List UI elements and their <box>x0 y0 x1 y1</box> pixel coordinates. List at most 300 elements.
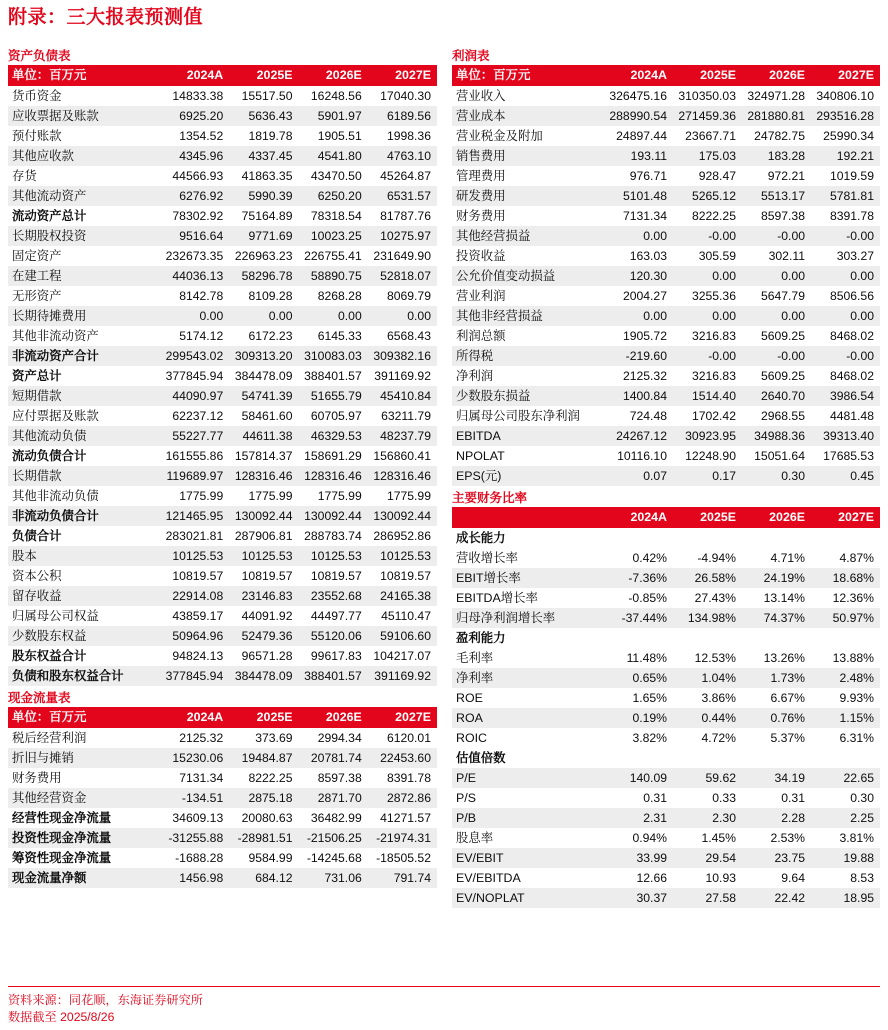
row-label: 归属母公司权益 <box>8 606 160 626</box>
row-value-2025e: 1.45% <box>673 828 742 848</box>
row-value-2024a: 1456.98 <box>160 868 229 888</box>
table-row <box>452 848 880 868</box>
table-row <box>452 688 880 708</box>
table-row <box>452 326 880 346</box>
row-value-2027e: 128316.46 <box>368 466 437 486</box>
row-value-2025e: 1.04% <box>673 668 742 688</box>
row-value-2025e: 29.54 <box>673 848 742 868</box>
table-row <box>8 586 437 606</box>
row-value-2026e: 99617.83 <box>299 646 368 666</box>
table-row <box>452 608 880 628</box>
row-value-2026e: 288783.74 <box>299 526 368 546</box>
table-row <box>8 748 437 768</box>
row-value-2024a: 0.19% <box>604 708 673 728</box>
income-statement-header <box>452 65 880 86</box>
row-value-2025e: -0.00 <box>673 346 742 366</box>
row-value-2025e: 226963.23 <box>229 246 298 266</box>
row-value-2027e: 0.00 <box>811 306 880 326</box>
financial_ratios-year-header-2026e: 2026E <box>742 507 811 528</box>
row-label: 其他非流动负债 <box>8 486 160 506</box>
row-value-2024a: 976.71 <box>604 166 673 186</box>
row-value-2025e: 10125.53 <box>229 546 298 566</box>
table-row <box>8 326 437 346</box>
row-value-2025e: 5265.12 <box>673 186 742 206</box>
row-value-2027e: 17685.53 <box>811 446 880 466</box>
table-group-row <box>452 748 880 768</box>
cash_flow-year-header-2024a: 2024A <box>160 707 229 728</box>
row-label: 营业收入 <box>452 86 604 106</box>
row-value-2026e: 310083.03 <box>299 346 368 366</box>
table-row <box>452 106 880 126</box>
row-value-2027e: 45410.84 <box>368 386 437 406</box>
row-value-2027e: 391169.92 <box>368 366 437 386</box>
row-value-2025e: 44611.38 <box>229 426 298 446</box>
table-row <box>452 548 880 568</box>
row-value-2024a: 44090.97 <box>160 386 229 406</box>
row-value-2025e: 134.98% <box>673 608 742 628</box>
row-value-2027e: 5781.81 <box>811 186 880 206</box>
row-label: 净利润 <box>452 366 604 386</box>
row-value-2025e: 310350.03 <box>673 86 742 106</box>
row-value-2026e: 324971.28 <box>742 86 811 106</box>
row-value-2026e: 183.28 <box>742 146 811 166</box>
row-value-2024a: 12.66 <box>604 868 673 888</box>
cash-flow-body <box>8 728 437 888</box>
row-value-2025e: 928.47 <box>673 166 742 186</box>
row-value-2024a: 62237.12 <box>160 406 229 426</box>
row-value-2026e: 24782.75 <box>742 126 811 146</box>
row-value-2025e: 20080.63 <box>229 808 298 828</box>
row-value-2024a: 0.31 <box>604 788 673 808</box>
row-label: 应收票据及账款 <box>8 106 160 126</box>
footer-divider <box>8 986 880 987</box>
row-value-2025e: 5990.39 <box>229 186 298 206</box>
row-value-2024a: 5101.48 <box>604 186 673 206</box>
row-value-2026e: 10023.25 <box>299 226 368 246</box>
table-row <box>8 808 437 828</box>
row-value-2026e: 2968.55 <box>742 406 811 426</box>
row-value-2024a: 44566.93 <box>160 166 229 186</box>
row-value-2027e: 192.21 <box>811 146 880 166</box>
cash-flow-caption: 现金流量表 <box>8 691 71 705</box>
table-row <box>8 426 437 446</box>
table-row <box>8 366 437 386</box>
table-row <box>8 166 437 186</box>
row-value-2024a: 299543.02 <box>160 346 229 366</box>
row-value-2026e: 44497.77 <box>299 606 368 626</box>
row-value-2025e <box>673 528 742 548</box>
financial-ratios-body <box>452 528 880 908</box>
row-value-2024a: 7131.34 <box>160 768 229 788</box>
row-value-2024a: 1354.52 <box>160 126 229 146</box>
table-row <box>8 146 437 166</box>
row-value-2026e: -0.00 <box>742 346 811 366</box>
row-value-2027e: 9.93% <box>811 688 880 708</box>
row-label: ROE <box>452 688 604 708</box>
table-row <box>452 146 880 166</box>
row-value-2027e <box>811 628 880 648</box>
row-value-2026e: 34988.36 <box>742 426 811 446</box>
page-title: 附录：三大报表预测值 <box>8 7 204 28</box>
table-row <box>8 828 437 848</box>
row-label: EBIT增长率 <box>452 568 604 588</box>
row-value-2026e: 5609.25 <box>742 366 811 386</box>
row-label: 资产总计 <box>8 366 160 386</box>
row-label: 财务费用 <box>452 206 604 226</box>
row-label: EBITDA增长率 <box>452 588 604 608</box>
row-value-2025e: 54741.39 <box>229 386 298 406</box>
row-value-2025e: 10819.57 <box>229 566 298 586</box>
row-value-2027e: 286952.86 <box>368 526 437 546</box>
row-value-2024a: 34609.13 <box>160 808 229 828</box>
table-row <box>452 668 880 688</box>
row-value-2027e: 1019.59 <box>811 166 880 186</box>
row-value-2025e: 3216.83 <box>673 366 742 386</box>
table-row <box>8 868 437 888</box>
row-value-2027e: 45264.87 <box>368 166 437 186</box>
row-value-2026e: 0.00 <box>299 306 368 326</box>
table-row <box>452 266 880 286</box>
row-value-2026e: 36482.99 <box>299 808 368 828</box>
row-label: 盈利能力 <box>452 628 604 648</box>
row-value-2024a: 0.00 <box>604 226 673 246</box>
table-row <box>452 728 880 748</box>
table-row <box>8 566 437 586</box>
row-value-2024a: 724.48 <box>604 406 673 426</box>
row-label: 长期待摊费用 <box>8 306 160 326</box>
row-value-2026e: 13.26% <box>742 648 811 668</box>
row-value-2026e: 0.31 <box>742 788 811 808</box>
row-value-2025e: 1514.40 <box>673 386 742 406</box>
row-value-2027e: 6568.43 <box>368 326 437 346</box>
row-value-2025e: -0.00 <box>673 226 742 246</box>
row-value-2026e: 2871.70 <box>299 788 368 808</box>
row-value-2027e: 10275.97 <box>368 226 437 246</box>
row-value-2024a: 1400.84 <box>604 386 673 406</box>
row-value-2027e: 0.45 <box>811 466 880 486</box>
row-value-2025e: 1819.78 <box>229 126 298 146</box>
row-value-2025e: 96571.28 <box>229 646 298 666</box>
row-value-2025e: -4.94% <box>673 548 742 568</box>
row-value-2026e: 55120.06 <box>299 626 368 646</box>
row-value-2025e: 44091.92 <box>229 606 298 626</box>
table-row <box>8 406 437 426</box>
row-value-2026e <box>742 748 811 768</box>
row-value-2024a: 94824.13 <box>160 646 229 666</box>
income_statement-unit-label: 单位：百万元 <box>452 65 604 86</box>
row-value-2024a: 43859.17 <box>160 606 229 626</box>
row-value-2027e: 4.87% <box>811 548 880 568</box>
row-label: P/E <box>452 768 604 788</box>
row-value-2024a: 33.99 <box>604 848 673 868</box>
income_statement-year-header-2027e: 2027E <box>811 65 880 86</box>
row-value-2026e: 281880.81 <box>742 106 811 126</box>
row-label: 股本 <box>8 546 160 566</box>
row-label: 非流动资产合计 <box>8 346 160 366</box>
row-value-2025e: 684.12 <box>229 868 298 888</box>
row-value-2026e: 5.37% <box>742 728 811 748</box>
row-value-2024a: -1688.28 <box>160 848 229 868</box>
row-value-2026e: 302.11 <box>742 246 811 266</box>
row-value-2027e: 8506.56 <box>811 286 880 306</box>
row-value-2027e: 130092.44 <box>368 506 437 526</box>
table-row <box>8 306 437 326</box>
row-value-2024a: 2125.32 <box>160 728 229 748</box>
row-value-2024a: 161555.86 <box>160 446 229 466</box>
income_statement-year-header-2026e: 2026E <box>742 65 811 86</box>
row-value-2026e: 74.37% <box>742 608 811 628</box>
row-label: 预付账款 <box>8 126 160 146</box>
row-value-2025e: 0.44% <box>673 708 742 728</box>
row-value-2027e: 340806.10 <box>811 86 880 106</box>
row-value-2027e: 0.00 <box>811 266 880 286</box>
row-value-2027e: 22.65 <box>811 768 880 788</box>
row-label: 股息率 <box>452 828 604 848</box>
row-value-2026e: 388401.57 <box>299 366 368 386</box>
row-label: 销售费用 <box>452 146 604 166</box>
row-value-2024a: 283021.81 <box>160 526 229 546</box>
row-label: 货币资金 <box>8 86 160 106</box>
row-label: 少数股东损益 <box>452 386 604 406</box>
financial_ratios-year-header-2027e: 2027E <box>811 507 880 528</box>
row-label: 其他流动负债 <box>8 426 160 446</box>
row-label: 存货 <box>8 166 160 186</box>
row-label: EV/NOPLAT <box>452 888 604 908</box>
row-value-2026e: 20781.74 <box>299 748 368 768</box>
table-row <box>8 106 437 126</box>
table-row <box>8 266 437 286</box>
income-statement-body <box>452 86 880 486</box>
row-value-2025e: 373.69 <box>229 728 298 748</box>
row-label: 其他非流动资产 <box>8 326 160 346</box>
balance_sheet-year-header-2025e: 2025E <box>229 65 298 86</box>
row-label: 留存收益 <box>8 586 160 606</box>
row-label: 营业成本 <box>452 106 604 126</box>
row-value-2026e: 78318.54 <box>299 206 368 226</box>
row-value-2026e: 8268.28 <box>299 286 368 306</box>
row-value-2026e: 130092.44 <box>299 506 368 526</box>
row-value-2024a <box>604 628 673 648</box>
row-value-2025e: 305.59 <box>673 246 742 266</box>
row-value-2025e: 23667.71 <box>673 126 742 146</box>
footer <box>8 986 880 1026</box>
row-label: 利润总额 <box>452 326 604 346</box>
row-value-2026e: 5513.17 <box>742 186 811 206</box>
row-value-2026e: 60705.97 <box>299 406 368 426</box>
row-value-2024a <box>604 748 673 768</box>
table-row <box>8 546 437 566</box>
table-row <box>8 466 437 486</box>
row-value-2027e: 13.88% <box>811 648 880 668</box>
row-value-2025e: 12.53% <box>673 648 742 668</box>
row-value-2026e: 9.64 <box>742 868 811 888</box>
row-value-2024a: 4345.96 <box>160 146 229 166</box>
row-value-2027e: -21974.31 <box>368 828 437 848</box>
row-value-2026e: -21506.25 <box>299 828 368 848</box>
row-value-2025e <box>673 748 742 768</box>
row-label: 无形资产 <box>8 286 160 306</box>
row-value-2026e: 6250.20 <box>299 186 368 206</box>
table-row <box>452 568 880 588</box>
row-value-2025e: 309313.20 <box>229 346 298 366</box>
row-value-2024a: 78302.92 <box>160 206 229 226</box>
row-value-2024a: 0.07 <box>604 466 673 486</box>
row-value-2027e: 293516.28 <box>811 106 880 126</box>
table-row <box>8 768 437 788</box>
row-label: 净利率 <box>452 668 604 688</box>
row-label: EPS(元) <box>452 466 604 486</box>
table-row <box>452 406 880 426</box>
row-value-2024a: 8142.78 <box>160 286 229 306</box>
row-value-2025e: 26.58% <box>673 568 742 588</box>
row-value-2026e: 0.00 <box>742 266 811 286</box>
row-value-2025e: 8109.28 <box>229 286 298 306</box>
row-value-2024a: 1775.99 <box>160 486 229 506</box>
row-value-2026e: 128316.46 <box>299 466 368 486</box>
row-value-2024a: 121465.95 <box>160 506 229 526</box>
row-value-2026e: 4.71% <box>742 548 811 568</box>
table-row <box>8 186 437 206</box>
row-value-2027e: 2.48% <box>811 668 880 688</box>
table-row <box>452 768 880 788</box>
row-value-2027e: 8.53 <box>811 868 880 888</box>
row-value-2026e: 8597.38 <box>299 768 368 788</box>
row-value-2026e: 4541.80 <box>299 146 368 166</box>
financial_ratios-year-header-2025e: 2025E <box>673 507 742 528</box>
row-label: 管理费用 <box>452 166 604 186</box>
row-value-2024a: 326475.16 <box>604 86 673 106</box>
table-row <box>8 206 437 226</box>
row-value-2027e: 0.00 <box>368 306 437 326</box>
table-row <box>452 286 880 306</box>
footer-source: 资料来源：同花顺，东海证券研究所 <box>8 993 203 1007</box>
row-value-2027e: 19.88 <box>811 848 880 868</box>
financial-ratios-table <box>452 507 880 908</box>
row-value-2027e: 59106.60 <box>368 626 437 646</box>
balance-sheet-table <box>8 65 437 686</box>
row-value-2026e: 6.67% <box>742 688 811 708</box>
row-value-2024a: 2125.32 <box>604 366 673 386</box>
row-label: 折旧与摊销 <box>8 748 160 768</box>
row-value-2024a: 10125.53 <box>160 546 229 566</box>
row-value-2027e: 1775.99 <box>368 486 437 506</box>
row-value-2024a: 2.31 <box>604 808 673 828</box>
row-value-2024a: 6276.92 <box>160 186 229 206</box>
row-value-2027e: 231649.90 <box>368 246 437 266</box>
row-value-2025e: 9584.99 <box>229 848 298 868</box>
row-value-2024a: 119689.97 <box>160 466 229 486</box>
row-value-2026e: 2640.70 <box>742 386 811 406</box>
table-row <box>452 206 880 226</box>
row-value-2027e: -0.00 <box>811 226 880 246</box>
row-label: 在建工程 <box>8 266 160 286</box>
row-label: 长期借款 <box>8 466 160 486</box>
row-label: 筹资性现金净流量 <box>8 848 160 868</box>
row-value-2026e: 23.75 <box>742 848 811 868</box>
table-row <box>452 426 880 446</box>
table-row <box>452 788 880 808</box>
row-value-2024a: 163.03 <box>604 246 673 266</box>
row-value-2026e: 10819.57 <box>299 566 368 586</box>
income_statement-year-header-2024a: 2024A <box>604 65 673 86</box>
table-row <box>8 286 437 306</box>
row-label: 投资性现金净流量 <box>8 828 160 848</box>
balance-sheet-header <box>8 65 437 86</box>
row-value-2024a: 24897.44 <box>604 126 673 146</box>
row-value-2024a: -7.36% <box>604 568 673 588</box>
row-label: ROIC <box>452 728 604 748</box>
row-value-2024a: 7131.34 <box>604 206 673 226</box>
row-value-2027e: 8468.02 <box>811 366 880 386</box>
row-label: 固定资产 <box>8 246 160 266</box>
row-value-2027e: 8069.79 <box>368 286 437 306</box>
row-value-2024a: 0.42% <box>604 548 673 568</box>
row-value-2025e: 128316.46 <box>229 466 298 486</box>
row-value-2025e: 3255.36 <box>673 286 742 306</box>
row-value-2025e: 4337.45 <box>229 146 298 166</box>
row-value-2024a: 377845.94 <box>160 666 229 686</box>
row-value-2026e: 1775.99 <box>299 486 368 506</box>
row-value-2025e: 384478.09 <box>229 666 298 686</box>
row-value-2026e: 0.00 <box>742 306 811 326</box>
row-value-2024a: -31255.88 <box>160 828 229 848</box>
row-value-2027e: 10125.53 <box>368 546 437 566</box>
row-value-2026e: 51655.79 <box>299 386 368 406</box>
row-value-2025e: 0.17 <box>673 466 742 486</box>
table-row <box>452 246 880 266</box>
row-value-2024a: 288990.54 <box>604 106 673 126</box>
table-row <box>8 346 437 366</box>
row-value-2026e: 2.28 <box>742 808 811 828</box>
row-value-2024a: 377845.94 <box>160 366 229 386</box>
row-value-2025e: 58461.60 <box>229 406 298 426</box>
table-row <box>452 366 880 386</box>
row-value-2027e: 18.68% <box>811 568 880 588</box>
cash-flow-table <box>8 707 437 888</box>
row-value-2024a: 11.48% <box>604 648 673 668</box>
row-label: 财务费用 <box>8 768 160 788</box>
row-label: 非流动负债合计 <box>8 506 160 526</box>
row-label: 其他经营资金 <box>8 788 160 808</box>
row-label: 公允价值变动损益 <box>452 266 604 286</box>
row-value-2026e: 43470.50 <box>299 166 368 186</box>
table-group-row <box>452 628 880 648</box>
row-value-2027e: 4763.10 <box>368 146 437 166</box>
row-value-2024a: 2004.27 <box>604 286 673 306</box>
balance_sheet-year-header-2024a: 2024A <box>160 65 229 86</box>
row-value-2026e: 2.53% <box>742 828 811 848</box>
row-value-2025e: 8222.25 <box>673 206 742 226</box>
row-value-2025e: 1775.99 <box>229 486 298 506</box>
table-row <box>8 606 437 626</box>
row-value-2027e: 2872.86 <box>368 788 437 808</box>
table-row <box>452 166 880 186</box>
row-value-2026e: 0.30 <box>742 466 811 486</box>
row-label: 营收增长率 <box>452 548 604 568</box>
row-value-2024a: 120.30 <box>604 266 673 286</box>
table-row <box>452 708 880 728</box>
row-value-2024a: -0.85% <box>604 588 673 608</box>
cash-flow-header <box>8 707 437 728</box>
table-row <box>8 626 437 646</box>
row-value-2027e: 8391.78 <box>368 768 437 788</box>
row-value-2025e: 12248.90 <box>673 446 742 466</box>
row-value-2025e: 0.00 <box>673 306 742 326</box>
row-value-2025e: 19484.87 <box>229 748 298 768</box>
table-row <box>452 346 880 366</box>
row-label: EV/EBITDA <box>452 868 604 888</box>
row-value-2024a: 24267.12 <box>604 426 673 446</box>
